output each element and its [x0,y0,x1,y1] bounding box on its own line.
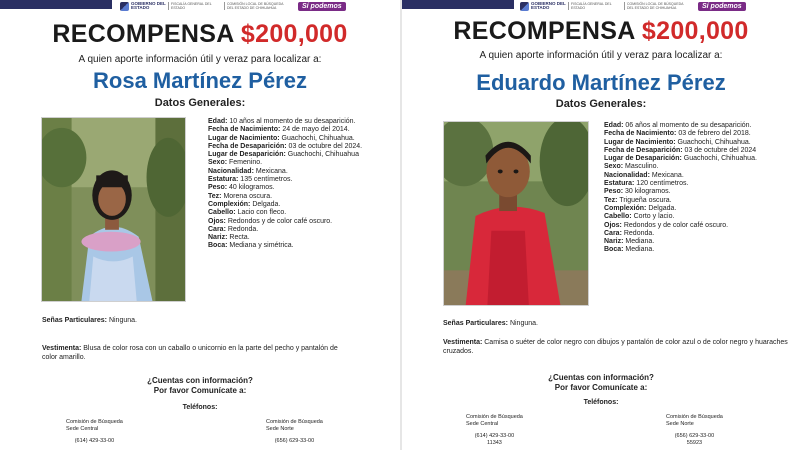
reward-amount: $200,000 [240,20,348,48]
detail-label: Fecha de Nacimiento: [208,126,281,134]
office-name: Comisión de Búsqueda [266,419,323,425]
si-podemos-logo [698,0,746,12]
reward-label: RECOMPENSA [52,20,234,48]
office-extension: 55923 [686,440,703,446]
detail-label: Fecha de Desaparición: [208,142,287,150]
cta-line-2: Por favor Comunícate a: [153,386,247,395]
fiscalia-logo [168,0,214,12]
detail-label: Nariz: [604,238,624,246]
office-name: Comisión de Búsqueda [66,419,123,425]
detail-value: 40 kilogramos. [229,184,275,192]
detail-row [208,242,383,250]
office-sede: Sede Central [66,426,99,432]
detail-label: Estatura: [208,176,239,184]
detail-row [604,172,784,180]
detail-label: Cabello: [208,209,236,217]
detail-row [604,180,784,188]
comision-logo [224,0,288,12]
detail-row [208,218,383,226]
detail-row [208,143,383,151]
office-name: Comisión de Búsqueda [466,414,523,420]
gobierno-emblem-icon [520,2,529,11]
detail-value: 03 de octubre del 2024 [684,146,757,154]
reward-headline [402,17,800,46]
detail-row [208,193,383,201]
office-sede: Sede Central [466,421,499,427]
detail-row [604,238,784,246]
office-sede-norte [266,419,323,445]
detail-row [208,176,383,184]
detail-row [604,205,784,213]
contact-call-to-action [402,373,800,393]
office-phone[interactable]: (614) 429-33-00 [474,433,515,439]
detail-row [604,163,784,171]
poster-header-logos [0,0,400,16]
detail-row [604,188,784,196]
fiscalia-logo-text: FISCALÍA GENERAL DEL ESTADO [168,2,214,10]
detail-label: Complexión: [604,204,647,212]
senas-label: Señas Particulares: [443,320,508,327]
detail-row [208,126,383,134]
detail-row [208,201,383,209]
detail-value: Corto y lacio. [633,213,675,221]
detail-row [208,151,383,159]
detail-value: 03 de octubre del 2024. [288,142,363,150]
cta-line-1: ¿Cuentas con información? [147,376,253,385]
detail-value: Mediana. [625,246,655,254]
detail-label: Lugar de Desaparición: [208,151,286,159]
detail-label: Peso: [208,184,228,192]
detail-value: 03 de febrero del 2018. [678,130,751,138]
detail-label: Nacionalidad: [604,171,650,179]
reward-amount: $200,000 [641,17,749,45]
detail-value: Lacio con fleco. [237,209,287,217]
senas-label: Señas Particulares: [42,317,107,324]
fiscalia-logo [568,0,614,12]
detail-value: Mexicana. [651,171,684,179]
detail-label: Sexo: [208,159,228,167]
fiscalia-logo-text: FISCALÍA GENERAL DEL ESTADO [568,2,614,10]
vestimenta [42,344,352,362]
detail-row [604,222,784,230]
detail-row [208,234,383,242]
header-navy-bar [0,0,112,9]
missing-person-name: Rosa Martínez Pérez [93,68,307,93]
office-sede: Sede Norte [266,426,294,432]
missing-person-name: Eduardo Martínez Pérez [476,70,726,95]
detail-label: Fecha de Desaparición: [604,146,683,154]
vestimenta-label: Vestimenta: [42,345,82,352]
vestimenta-label: Vestimenta: [443,339,483,346]
detail-row [208,118,383,126]
reward-label: RECOMPENSA [453,17,635,45]
comision-logo-text: COMISIÓN LOCAL DE BÚSQUEDA DEL ESTADO DE CHIHUAHUA [624,2,688,10]
senas-particulares [443,320,538,327]
detail-label: Lugar de Desaparición: [604,155,682,163]
detail-label: Edad: [604,122,624,129]
header-navy-bar [402,0,514,9]
detail-row [604,213,784,221]
gobierno-logo-text: GOBIERNO DEL ESTADO [531,0,566,10]
contact-call-to-action [0,376,400,396]
detail-row [208,135,383,143]
office-phone[interactable]: (614) 429-33-00 [74,438,115,444]
detail-row [208,168,383,176]
detail-row [208,159,383,167]
detail-row [604,246,784,254]
detail-value: 06 años al momento de su desaparición. [625,122,752,129]
office-phone[interactable]: (656) 629-33-00 [274,438,315,444]
detail-label: Ojos: [604,221,622,229]
reward-subline: A quien aporte información útil y veraz para localizar a: [479,50,723,61]
missing-person-poster-eduardo [402,0,800,450]
detail-label: Lugar de Nacimiento: [604,138,676,146]
detail-label: Cara: [604,229,622,237]
poster-header-logos [402,0,800,16]
datos-generales-list [604,122,784,255]
detail-row [604,122,784,130]
detail-label: Complexión: [208,200,251,208]
detail-label: Edad: [208,118,228,125]
datos-generales-list [208,118,383,251]
detail-value: Guachochi, Chihuahua. [677,138,751,146]
detail-label: Cabello: [604,213,632,221]
senas-value: Ninguna. [509,320,538,327]
office-sede-central [466,414,523,447]
cta-line-1: ¿Cuentas con información? [548,373,654,382]
detail-value: Guachochi, Chihuahua. [281,134,355,142]
detail-label: Estatura: [604,180,635,188]
missing-girl-photo [41,117,186,302]
detail-value: Guachochi, Chihuahua. [683,155,757,163]
detail-value: 30 kilogramos. [625,188,671,196]
detail-label: Tez: [604,196,618,204]
missing-boy-photo [443,121,589,306]
detail-row [604,139,784,147]
detail-value: Mediana. [625,238,655,246]
detail-value: Recta. [229,234,250,242]
senas-particulares [42,317,137,324]
detail-value: Delgada. [252,200,281,208]
detail-value: Masculino. [625,163,659,171]
detail-value: Mediana y simétrica. [229,242,294,250]
detail-row [604,147,784,155]
office-sede-central [66,419,123,445]
detail-value: Delgada. [648,204,677,212]
comision-logo-text: COMISIÓN LOCAL DE BÚSQUEDA DEL ESTADO DE CHIHUAHUA [224,2,288,10]
detail-row [604,130,784,138]
detail-value: Redondos y de color café oscuro. [623,221,729,229]
detail-value: 24 de mayo del 2014. [282,126,350,134]
office-sede: Sede Norte [666,421,694,427]
detail-value: 135 centímetros. [240,176,293,184]
senas-value: Ninguna. [108,317,137,324]
reward-subline: A quien aporte información útil y veraz para localizar a: [78,54,322,65]
detail-value: 120 centímetros. [636,180,689,188]
detail-label: Fecha de Nacimiento: [604,130,677,138]
si-podemos-badge: Sí podemos [298,2,346,11]
si-podemos-logo [298,0,346,12]
telefonos-title: Teléfonos: [583,399,619,406]
vestimenta [443,338,793,356]
detail-value: Morena oscura. [223,192,273,200]
detail-label: Nariz: [208,234,228,242]
detail-row [208,209,383,217]
detail-label: Sexo: [604,163,624,171]
vestimenta-value: Blusa de color rosa con un caballo o unicornio en la parte del pecho y pantalón de color amarillo. [42,345,338,361]
detail-value: Redonda. [623,229,655,237]
detail-label: Ojos: [208,217,226,225]
detail-label: Boca: [208,242,228,250]
comision-logo [624,0,688,12]
detail-row [604,155,784,163]
gobierno-logo [120,0,167,12]
office-phone[interactable]: (656) 629-33-00 [674,433,715,439]
detail-label: Peso: [604,188,624,196]
reward-headline [0,20,400,49]
vestimenta-value: Camisa o suéter de color negro con dibujos y pantalón de color azul o de color negro y huaraches cruzados. [443,339,788,355]
gobierno-emblem-icon [120,2,129,11]
detail-value: Guachochi, Chihuahua [287,151,359,159]
detail-value: Mexicana. [255,167,288,175]
detail-row [208,226,383,234]
detail-value: 10 años al momento de su desaparición. [229,118,356,125]
detail-label: Lugar de Nacimiento: [208,134,280,142]
gobierno-logo [520,0,567,12]
detail-label: Nacionalidad: [208,167,254,175]
detail-value: Redondos y de color café oscuro. [227,217,333,225]
detail-row [604,230,784,238]
office-sede-norte [666,414,723,447]
detail-value: Redonda. [227,225,259,233]
si-podemos-badge: Sí podemos [698,2,746,11]
detail-label: Cara: [208,225,226,233]
office-extension: 11343 [486,440,502,446]
detail-row [604,197,784,205]
office-name: Comisión de Búsqueda [666,414,723,420]
gobierno-logo-text: GOBIERNO DEL ESTADO [131,0,166,10]
detail-value: Trigueña oscura. [619,196,672,204]
cta-line-2: Por favor Comunícate a: [554,383,648,392]
datos-generales-title: Datos Generales: [154,97,246,109]
detail-label: Tez: [208,192,222,200]
detail-row [208,184,383,192]
detail-label: Boca: [604,246,624,254]
datos-generales-title: Datos Generales: [555,98,647,110]
detail-value: Femenino. [229,159,263,167]
telefonos-title: Teléfonos: [182,404,218,411]
